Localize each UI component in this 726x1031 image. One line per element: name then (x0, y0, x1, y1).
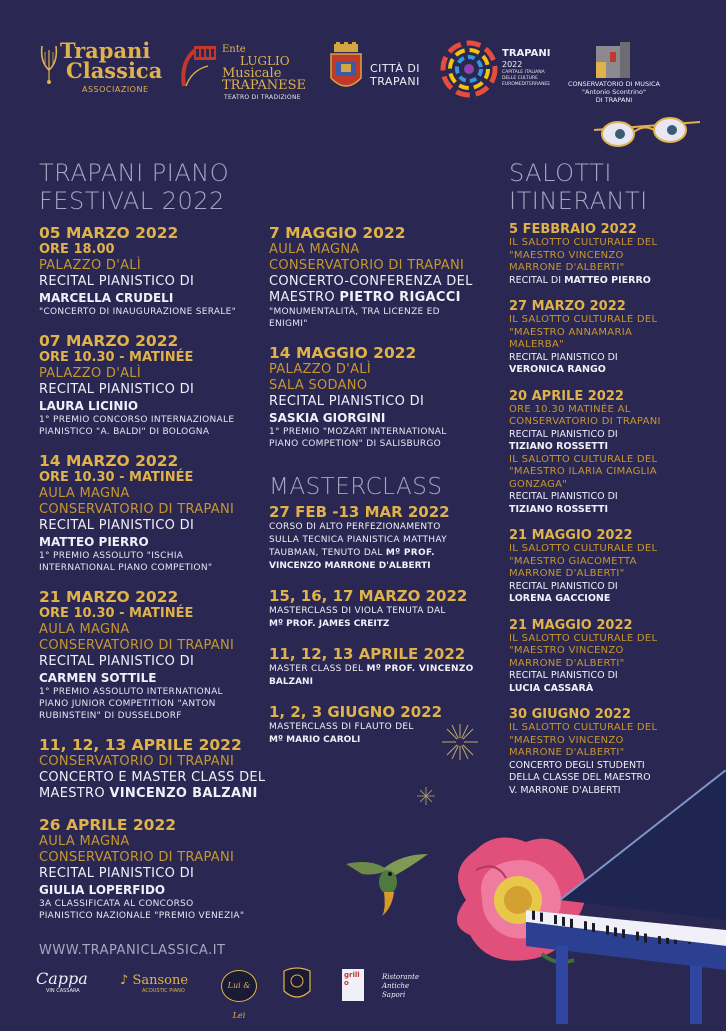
building-icon (596, 42, 630, 78)
eyeglasses-illustration-icon (592, 112, 702, 152)
trapani-2022-logo (440, 40, 560, 102)
masterclass-date: 11, 12, 13 APRILE 2022 (269, 645, 469, 663)
logo1-line3: ASSOCIAZIONE (82, 85, 149, 94)
salotto-item-2 (509, 299, 709, 377)
event-note: INTERNATIONAL PIANO COMPETION" (39, 562, 269, 574)
small-sparkle-icon (416, 786, 436, 806)
logo4-line2: 2022 (502, 60, 522, 69)
event-time: ORE 10.30 - MATINÉE (39, 470, 269, 486)
salotto-place: MARRONE D'ALBERTI" (509, 262, 709, 275)
salotto-place: "MAESTRO ANNAMARIA (509, 327, 709, 340)
event-place: PALAZZO D'ALÌ (39, 366, 269, 382)
event-note: PIANO JUNIOR COMPETITION "ANTON (39, 698, 269, 710)
event-place: CONSERVATORIO DI TRAPANI (39, 754, 269, 770)
piano-small-icon: ♪ (120, 973, 128, 988)
masterclass-item-2 (269, 587, 469, 631)
event-note: 3A CLASSIFICATA AL CONCORSO (39, 898, 269, 910)
salotto-desc: DELLA CLASSE DEL MAESTRO (509, 772, 709, 785)
event-note: RUBINSTEIN" DI DUSSELDORF (39, 710, 269, 722)
event-date: 7 MAGGIO 2022 (269, 224, 469, 242)
masterclass-desc: MASTERCLASS DI FLAUTO DEL (269, 721, 469, 734)
salotto-performer: LORENA GACCIONE (509, 593, 709, 606)
salotto-date: 27 MARZO 2022 (509, 299, 709, 314)
event-place: CONSERVATORIO DI TRAPANI (39, 850, 269, 866)
masterclass-item-1 (269, 503, 469, 573)
grand-piano-illustration-icon (520, 770, 726, 1024)
salotto-place: IL SALOTTO CULTURALE DEL (509, 543, 709, 556)
salotto-desc: V. MARRONE D'ALBERTI (509, 785, 709, 798)
salotto-place: IL SALOTTO CULTURALE DEL (509, 633, 709, 646)
event-performer: GIULIA LOPERFIDO (39, 882, 269, 898)
masterclass-teacher: Mº MARIO CAROLI (269, 734, 469, 747)
salotto-place: CONSERVATORIO DI TRAPANI (509, 416, 709, 429)
salotto-date: 21 MAGGIO 2022 (509, 618, 709, 633)
sponsor-grillo-name: grillo (342, 969, 364, 989)
event-place: CONSERVATORIO DI TRAPANI (39, 502, 269, 518)
salotto-desc: RECITAL PIANISTICO DI (509, 429, 709, 442)
event-place: PALAZZO D'ALÌ (269, 362, 469, 378)
event-performer: MATTEO PIERRO (39, 534, 269, 550)
header-logos (0, 30, 726, 110)
logo3-line2: TRAPANI (370, 75, 420, 88)
logo5-line3: DI TRAPANI (560, 96, 668, 104)
salotto-item-3 (509, 389, 709, 517)
masterclass-item-4 (269, 703, 469, 747)
logo4-line4: DELLE CULTURE (502, 76, 538, 81)
event-place: AULA MAGNA (39, 834, 269, 850)
festival-title-line1: TRAPANI PIANO (39, 159, 229, 187)
salotti-title-line2: ITINERANTI (509, 187, 648, 215)
event-place: AULA MAGNA (39, 486, 269, 502)
logo2-line2: LUGLIO (240, 54, 290, 68)
salotto-item-1 (509, 222, 709, 287)
festival-column-1 (39, 224, 269, 936)
sponsor-cappa-name: Cappa (36, 969, 106, 988)
salotto-place: "MAESTRO VINCENZO (509, 250, 709, 263)
citta-trapani-logo (328, 42, 428, 98)
event-desc: CONCERTO-CONFERENZA DEL (269, 274, 469, 290)
event-performer: LAURA LICINIO (39, 398, 269, 414)
event-note: 1° PREMIO CONCORSO INTERNAZIONALE (39, 414, 269, 426)
event-14-maggio (269, 344, 469, 450)
logo1-line2: Classica (66, 60, 162, 82)
event-note: 1° PREMIO "MOZART INTERNATIONAL (269, 426, 469, 438)
event-performer: PIETRO RIGACCI (339, 290, 460, 305)
event-note: PIANISTICO "A. BALDI" DI BOLOGNA (39, 426, 269, 438)
salotto-place: MARRONE D'ALBERTI" (509, 568, 709, 581)
sponsor-sansone-name (120, 973, 210, 988)
sponsor-logos (36, 965, 446, 1005)
event-7-maggio (269, 224, 469, 330)
salotto-place: IL SALOTTO CULTURALE DEL (509, 722, 709, 735)
masterclass-date: 27 FEB -13 MAR 2022 (269, 503, 469, 521)
salotto-performer: VERONICA RANGO (509, 364, 709, 377)
event-07-marzo (39, 332, 269, 438)
event-11-13-aprile (39, 736, 269, 802)
salotto-place: MALERBA" (509, 339, 709, 352)
masterclass-teacher-title: Mº PROF. (386, 548, 435, 558)
sponsor-sansone (120, 973, 210, 994)
event-date: 26 APRILE 2022 (39, 816, 269, 834)
event-note: PIANISTICO NAZIONALE "PREMIO VENEZIA" (39, 910, 269, 922)
salotto-place: "MAESTRO GIACOMETTA (509, 556, 709, 569)
salotti-column (509, 222, 709, 811)
salotto-desc: CONCERTO DEGLI STUDENTI (509, 760, 709, 773)
event-05-marzo (39, 224, 269, 318)
salotto-item-4 (509, 528, 709, 606)
salotto-place: "MAESTRO VINCENZO (509, 645, 709, 658)
logo2-line3: Musicale (222, 66, 281, 81)
flower-emblem-icon (440, 40, 498, 98)
salotto-desc (509, 275, 709, 288)
event-desc: RECITAL PIANISTICO DI (269, 394, 469, 410)
salotto-place: GONZAGA" (509, 479, 709, 492)
logo2-line1: Ente (222, 44, 246, 55)
salotto-desc: RECITAL PIANISTICO DI (509, 352, 709, 365)
salotto-place: IL SALOTTO CULTURALE DEL (509, 454, 709, 467)
salotto-place: "MAESTRO VINCENZO (509, 735, 709, 748)
salotto-desc: RECITAL PIANISTICO DI (509, 491, 709, 504)
masterclass-date: 15, 16, 17 MARZO 2022 (269, 587, 469, 605)
masterclass-teacher: BALZANI (269, 676, 469, 689)
city-coat-of-arms-icon (328, 42, 364, 96)
event-desc-prefix: MAESTRO (39, 786, 109, 801)
salotto-performer: LUCIA CASSARÀ (509, 683, 709, 696)
event-desc: RECITAL PIANISTICO DI (39, 866, 269, 882)
masterclass-desc (269, 663, 469, 676)
logo3-line1: CITTÀ DI (370, 62, 420, 75)
event-date: 11, 12, 13 APRILE 2022 (39, 736, 269, 754)
salotto-date: 5 FEBBRAIO 2022 (509, 222, 709, 237)
event-desc: RECITAL PIANISTICO DI (39, 654, 269, 670)
masterclass-item-3 (269, 645, 469, 689)
event-desc-2 (269, 290, 469, 306)
logo4-line3: CAPITALE ITALIANA (502, 70, 545, 75)
theatre-icon (178, 40, 222, 90)
festival-title-line2: FESTIVAL 2022 (39, 187, 225, 215)
festival-column-2 (269, 224, 469, 464)
event-21-marzo (39, 588, 269, 722)
event-time: ORE 10.30 - MATINÉE (39, 606, 269, 622)
sponsor-cappa (36, 969, 106, 994)
masterclass-desc: SULLA TECNICA PIANISTICA MATTHAY (269, 534, 469, 547)
event-date: 05 MARZO 2022 (39, 224, 269, 242)
salotto-place: "MAESTRO ILARIA CIMAGLIA (509, 466, 709, 479)
sponsor-luielei-name: Lui & Lei (222, 971, 256, 1031)
salotto-performer: TIZIANO ROSSETTI (509, 504, 709, 517)
event-14-marzo (39, 452, 269, 574)
salotto-date: 21 MAGGIO 2022 (509, 528, 709, 543)
sparkle-icon (440, 722, 480, 762)
event-note: "CONCERTO DI INAUGURAZIONE SERALE" (39, 306, 269, 318)
event-date: 07 MARZO 2022 (39, 332, 269, 350)
event-desc: RECITAL PIANISTICO DI (39, 274, 269, 290)
sponsor-sansone-label: Sansone (132, 973, 188, 988)
event-note: PIANO COMPETION" DI SALISBURGO (269, 438, 469, 450)
event-place: SALA SODANO (269, 378, 469, 394)
event-note: "MONUMENTALITÀ, TRA LICENZE ED (269, 306, 469, 318)
event-desc-2 (39, 786, 269, 802)
event-note: ENIGMI" (269, 318, 469, 330)
sponsor-luielei (221, 970, 257, 1002)
lyre-icon (38, 42, 60, 86)
event-desc: RECITAL PIANISTICO DI (39, 382, 269, 398)
event-date: 21 MARZO 2022 (39, 588, 269, 606)
masterclass-desc: CORSO DI ALTO PERFEZIONAMENTO (269, 521, 469, 534)
salotto-desc: RECITAL PIANISTICO DI (509, 670, 709, 683)
logo4-line5: EUROMEDITERRANEE (502, 82, 550, 87)
salotto-date: 30 GIUGNO 2022 (509, 707, 709, 722)
masterclass-desc: MASTERCLASS DI VIOLA TENUTA DAL (269, 605, 469, 618)
event-performer: CARMEN SOTTILE (39, 670, 269, 686)
event-place: CONSERVATORIO DI TRAPANI (39, 638, 269, 654)
masterclass-desc-part: MASTER CLASS DEL (269, 664, 366, 674)
salotto-date: 20 APRILE 2022 (509, 389, 709, 404)
masterclass-teacher: VINCENZO MARRONE D'ALBERTI (269, 560, 469, 573)
masterclass-teacher: Mº PROF. JAMES CREITZ (269, 618, 469, 631)
conservatorio-logo (560, 42, 680, 104)
sponsor-badge-icon (282, 965, 312, 1003)
event-desc: CONCERTO E MASTER CLASS DEL (39, 770, 269, 786)
masterclass-desc-part: TAUBMAN, TENUTO DAL (269, 548, 386, 558)
salotto-place: MARRONE D'ALBERTI" (509, 747, 709, 760)
salotto-place: MARRONE D'ALBERTI" (509, 658, 709, 671)
masterclass-date: 1, 2, 3 GIUGNO 2022 (269, 703, 469, 721)
logo5-line1: CONSERVATORIO DI MUSICA (560, 80, 668, 88)
salotto-performer: MATTEO PIERRO (564, 275, 651, 286)
event-note: 1° PREMIO ASSOLUTO INTERNATIONAL (39, 686, 269, 698)
sponsor-grillo (342, 969, 364, 1001)
logo5-line2: "Antonio Scontrino" (560, 88, 668, 96)
logo2-line5: TEATRO DI TRADIZIONE (224, 94, 301, 101)
masterclass-teacher-title: Mº PROF. VINCENZO (366, 664, 473, 674)
logo4-line1: TRAPANI (502, 48, 551, 59)
logo2-line4: TRAPANESE (222, 78, 306, 93)
piano-black-keys (526, 910, 726, 944)
salotto-item-5 (509, 618, 709, 696)
event-desc: RECITAL PIANISTICO DI (39, 518, 269, 534)
sponsor-sansone-sub: ACOUSTIC PIANO (142, 988, 210, 994)
website-link[interactable]: WWW.TRAPANICLASSICA.IT (39, 943, 226, 958)
luglio-musicale-logo (178, 40, 308, 100)
event-place: PALAZZO D'ALÌ (39, 258, 269, 274)
event-26-aprile (39, 816, 269, 922)
sponsor-cappa-sub: VIN CASSARA (46, 988, 106, 994)
event-performer: SASKIA GIORGINI (269, 410, 469, 426)
hummingbird-illustration-icon (342, 850, 432, 920)
event-date: 14 MARZO 2022 (39, 452, 269, 470)
salotto-place: ORE 10.30 MATINÉE AL (509, 404, 709, 417)
salotto-desc: RECITAL PIANISTICO DI (509, 581, 709, 594)
event-note: 1° PREMIO ASSOLUTO "ISCHIA (39, 550, 269, 562)
salotto-place: IL SALOTTO CULTURALE DEL (509, 237, 709, 250)
event-place: CONSERVATORIO DI TRAPANI (269, 258, 469, 274)
masterclass-desc (269, 547, 469, 560)
event-date: 14 MAGGIO 2022 (269, 344, 469, 362)
logo1-line1: Trapani (60, 40, 150, 62)
salotto-place: IL SALOTTO CULTURALE DEL (509, 314, 709, 327)
event-place: AULA MAGNA (269, 242, 469, 258)
masterclass-list (269, 503, 469, 761)
event-time: ORE 18.00 (39, 242, 269, 258)
event-performer: MARCELLA CRUDELI (39, 290, 269, 306)
event-place: AULA MAGNA (39, 622, 269, 638)
sponsor-restaurant: Ristorante Antiche Sapori (382, 973, 434, 1000)
event-desc-prefix: MAESTRO (269, 290, 339, 305)
salotti-title-line1: SALOTTI (509, 159, 612, 187)
event-time: ORE 10.30 - MATINÉE (39, 350, 269, 366)
trapani-classica-logo (38, 40, 168, 100)
salotto-desc-prefix: RECITAL DI (509, 275, 564, 286)
masterclass-title: MASTERCLASS (269, 474, 442, 500)
event-performer: VINCENZO BALZANI (109, 786, 257, 801)
salotto-performer: TIZIANO ROSSETTI (509, 441, 709, 454)
